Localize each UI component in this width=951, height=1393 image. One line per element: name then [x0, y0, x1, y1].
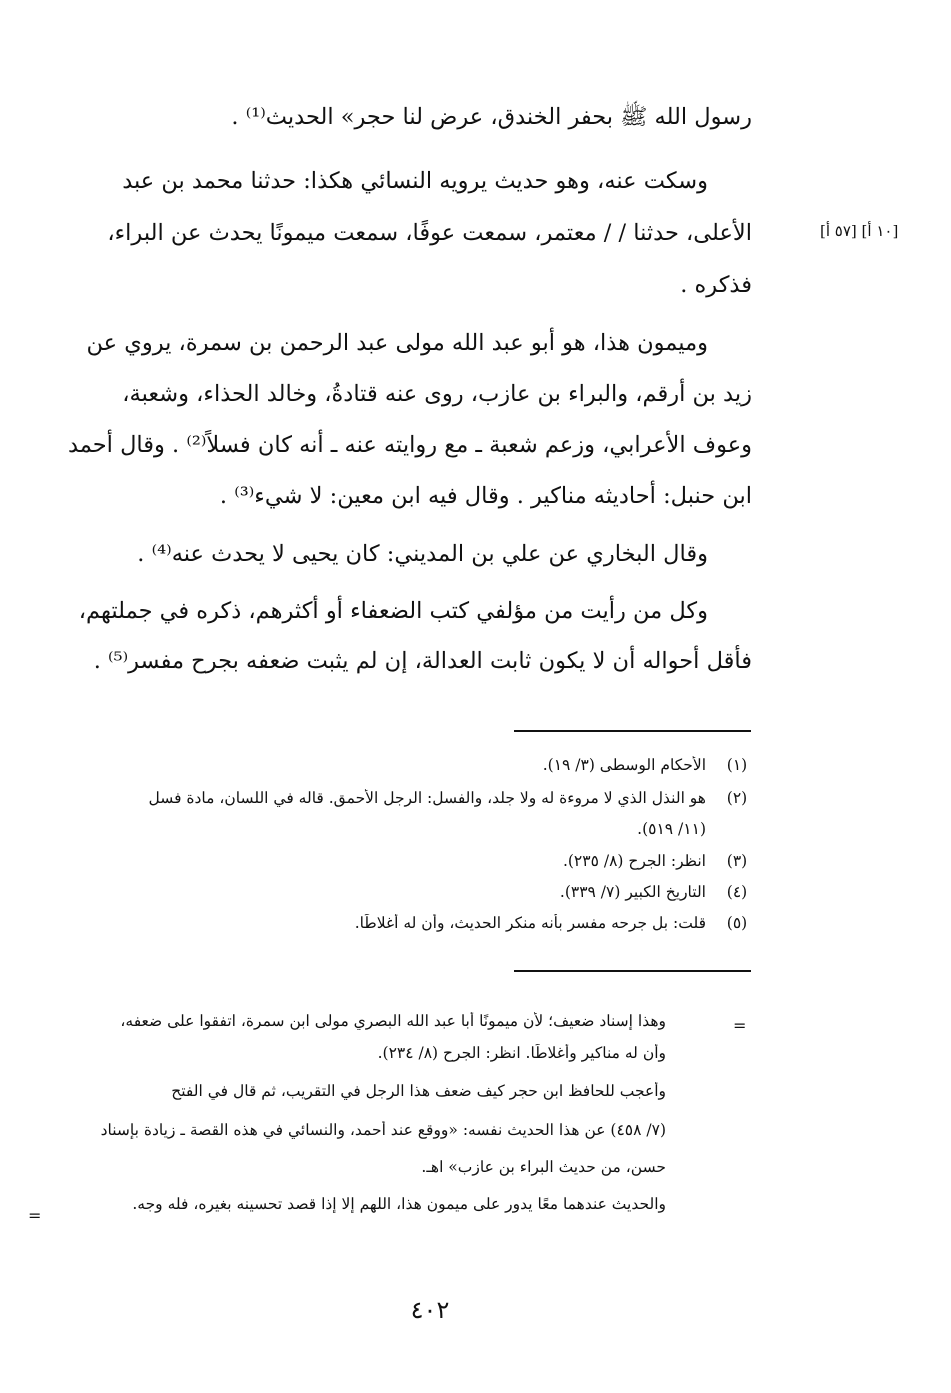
footnote-number: (٤): [726, 883, 748, 901]
continuation-marker-end: =: [28, 1206, 42, 1225]
continuation-marker-start: =: [733, 1016, 747, 1035]
footnote-text: قلت: بل جرحه مفسر بأنه منكر الحديث، وأن له أغلاطًا.: [354, 914, 706, 932]
footnote-text: الأحكام الوسطى (٣/ ١٩).: [542, 756, 706, 774]
text-line: فأقل أحواله أن لا يكون ثابت العدالة، إن لم يثبت ضعفه بجرح مفسر⁽⁵⁾ .: [93, 648, 752, 674]
footnote-number: (٢): [726, 789, 748, 807]
text-line: الأعلى، حدثنا / / معتمر، سمعت عوفًا، سمعت ميمونًا يحدث عن البراء،: [107, 220, 752, 246]
text-line: فذكره .: [680, 272, 752, 298]
footnote-number: (١): [726, 756, 748, 774]
text-line: وميمون هذا، هو أبو عبد الله مولى عبد الرحمن بن سمرة، يروي عن: [86, 330, 708, 356]
text-line: وأعجب للحافظ ابن حجر كيف ضعف هذا الرجل في التقريب، ثم قال في الفتح: [171, 1082, 666, 1100]
footnote-text: هو النذل الذي لا مروءة له ولا جلد، والفسل: الرجل الأحمق. قاله في اللسان، مادة فسل: [148, 789, 706, 807]
margin-reference: [١٠ أ] [٥٧ أ]: [820, 222, 899, 240]
text-line: وسكت عنه، وهو حديث يرويه النسائي هكذا: حدثنا محمد بن عبد: [122, 168, 708, 194]
text-line: وعوف الأعرابي، وزعم شعبة ـ مع روايته عنه ـ أنه كان فسلاً⁽²⁾ . وقال أحمد: [67, 432, 752, 458]
text-line: حسن، من حديث البراء بن عازب» اهـ.: [421, 1158, 666, 1176]
footnote-number: (٣): [726, 852, 748, 870]
text-line: وأن له مناكير وأغلاطًا. انظر: الجرح (٨/ ٢٣٤).: [377, 1044, 666, 1062]
text-line: زيد بن أرقم، والبراء بن عازب، روى عنه قتادةُ، وخالد الحذاء، وشعبة،: [122, 381, 752, 407]
text-line: وقال البخاري عن علي بن المديني: كان يحيى لا يحدث عنه⁽⁴⁾ .: [137, 541, 708, 567]
text-line: وهذا إسناد ضعيف؛ لأن ميمونًا أبا عبد الله البصري مولى ابن سمرة، اتفقوا على ضعفه،: [120, 1012, 666, 1030]
footnote-text: التاريخ الكبير (٧/ ٣٣٩).: [559, 883, 706, 901]
page-number: ٤٠٢: [410, 1296, 450, 1324]
text-line: رسول الله ﷺ بحفر الخندق، عرض لنا حجر» الحديث⁽¹⁾ .: [231, 104, 752, 130]
text-line: وكل من رأيت من مؤلفي كتب الضعفاء أو أكثرهم، ذكره في جملتهم،: [78, 598, 708, 624]
footnote-text: انظر: الجرح (٨/ ٢٣٥).: [562, 852, 706, 870]
text-line: والحديث عندهما معًا يدور على ميمون هذا، اللهم إلا إذا قصد تحسينه بغيره، فله وجه.: [132, 1195, 666, 1213]
text-line: (٧/ ٤٥٨) عن هذا الحديث نفسه: «ووقع عند أحمد، والنسائي في هذه القصة ـ زيادة بإسناد: [100, 1121, 666, 1139]
text-line: ابن حنبل: أحاديثه مناكير . وقال فيه ابن معين: لا شيء⁽³⁾ .: [219, 483, 752, 509]
footnote-continuation: [40, 0, 666, 1230]
footnote-number: (٥): [726, 914, 748, 932]
footnote-text: (١١/ ٥١٩).: [637, 820, 706, 838]
